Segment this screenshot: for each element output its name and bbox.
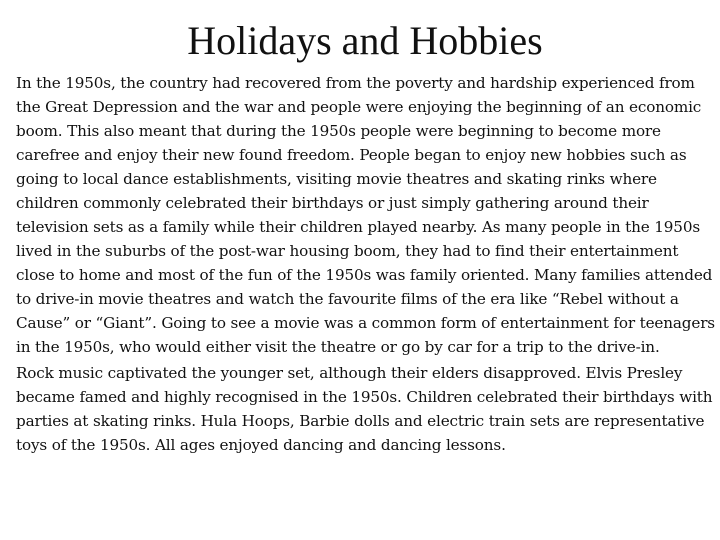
paragraph-rock-music-toys: Rock music captivated the younger set, although their elders disapproved. Elvis Presley became famed and highly recognised in the 1950s. Children celebrated their birthdays with parties at skating rinks. Hula Hoops, Barbie dolls and electric train sets are representative toys of the 1950s. All ages enjoyed dancing and dancing lessons.: [16, 364, 713, 454]
slide-title: Holidays and Hobbies: [187, 18, 543, 63]
slide-body: [16, 71, 716, 457]
paragraph-1950s-leisure: In the 1950s, the country had recovered from the poverty and hardship experienced from the Great Depression and the war and people were enjoying the beginning of an economic boom. This also meant that during the 1950s people were beginning to become more carefree and enjoy their new found freedom. People began to enjoy new hobbies such as going to local dance establishments, visiting movie theatres and skating rinks where children commonly celebrated their birthdays or just simply gathering around their television sets as a family while their children played nearby. As many people in the 1950s lived in the suburbs of the post-war housing boom, they had to find their entertainment close to home and most of the fun of the 1950s was family oriented. Many families attended to drive-in movie theatres and watch the favourite films of the era like “Rebel without a Cause” or “Giant”. Going to see a movie was a common form of entertainment for teenagers in the 1950s, who would either visit the theatre or go by car for a trip to the drive-in.: [16, 74, 715, 356]
